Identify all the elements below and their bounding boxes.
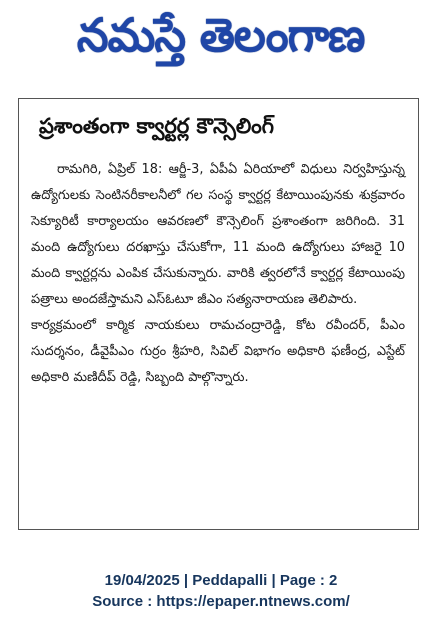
footer-source: Source : https://epaper.ntnews.com/ <box>92 593 350 610</box>
footer-date-edition: 19/04/2025 | Peddapalli | Page : 2 <box>104 572 338 589</box>
article-paragraph: కార్యక్రమంలో కార్మిక నాయకులు రామచంద్రారెడ్డి, కోట రవీందర్, పీఎం సుదర్శనం, డీవైపీఎం గుర్రం శ్రీహరి, సివిల్ విభాగం అధికారి ఫణీంద్ర, ఎస్టేట్ అధికారి మణిదీప్ రెడ్డి, సిబ్బంది పాల్గొన్నారు. <box>31 318 405 385</box>
clipping-footer <box>0 570 442 612</box>
newspaper-masthead <box>8 4 434 78</box>
masthead-title: నమస్తే తెలంగాణ <box>77 8 365 62</box>
article-body <box>31 157 405 391</box>
article-paragraph: రామగిరి, ఏప్రిల్ 18: ఆర్జీ-3, ఏపీఏ ఏరియాలో విధులు నిర్వహిస్తున్న ఉద్యోగులకు సెంటినరీకాలనీలో గల సంస్థ క్వార్టర్ల కేటాయింపునకు శుక్రవారం సెక్యూరిటీ కార్యాలయం ఆవరణలో కౌన్సెలింగ్ ప్రశాంతంగా జరిగింది. 31 మంది ఉద్యోగులు దరఖాస్తు చేసుకోగా, 11 మంది ఉద్యోగులు హాజరై 10 మంది క్వార్టర్లను ఎంపిక చేసుకున్నారు. వారికి త్వరలోనే క్వార్టర్ల కేటాయింపు పత్రాలు అందజేస్తామని ఎస్ఓటూ జీఎం సత్యనారాయణ తెలిపారు. <box>31 162 405 307</box>
article-headline: ప్రశాంతంగా క్వార్టర్ల కౌన్సెలింగ్ <box>39 114 274 138</box>
article-clipping <box>18 98 419 530</box>
